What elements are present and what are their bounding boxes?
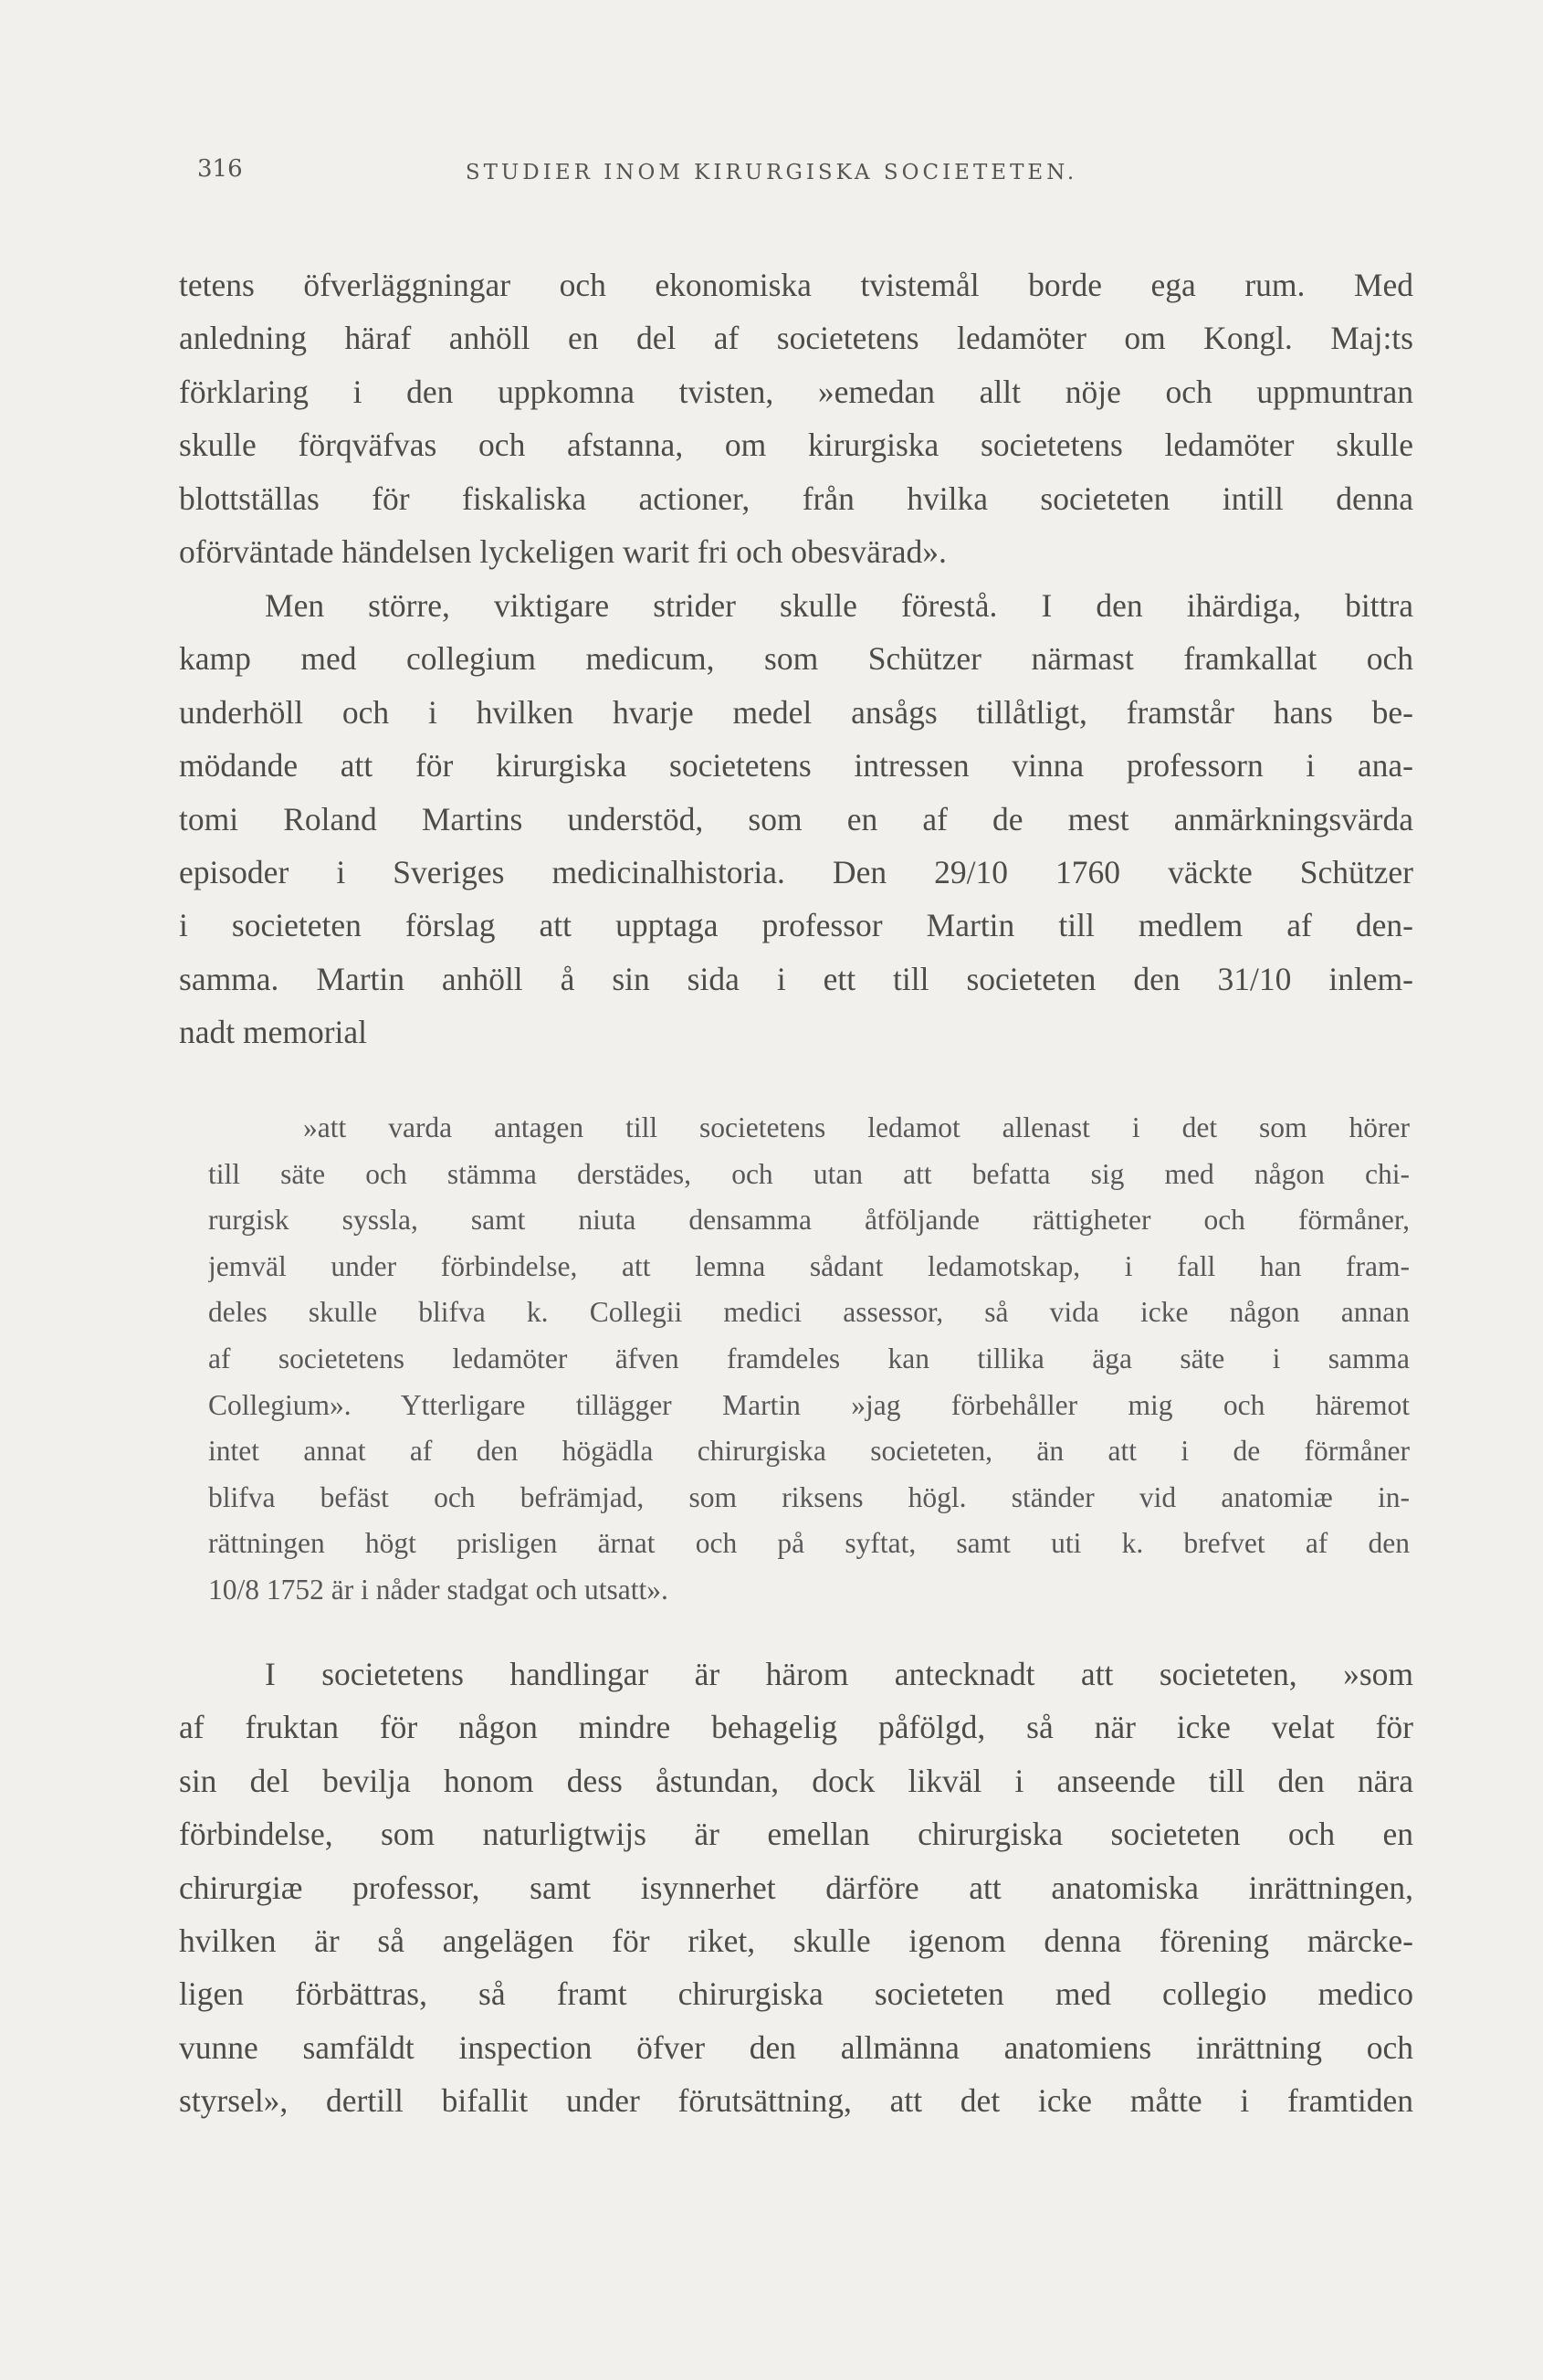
running-title: STUDIER INOM KIRURGISKA SOCIETETEN.: [465, 161, 1078, 184]
paragraph-1: [179, 258, 1413, 578]
quote-line: rättningen högt prisligen ärnat och på syftat, samt uti k. brefvet af den: [208, 1527, 1410, 1560]
quote-line: 10/8 1752 är i nåder stadgat och utsatt».: [208, 1573, 668, 1606]
text-line: skulle förqväfvas och afstanna, om kirurgiska societetens ledamöter skulle: [179, 427, 1413, 464]
block-quote: [208, 1105, 1410, 1614]
paragraph-3: [179, 1648, 1413, 2128]
paragraph-2: [179, 579, 1413, 1059]
text-line: chirurgiæ professor, samt isynnerhet därföre att anatomiska inrättningen,: [179, 1869, 1413, 1906]
quote-line: »att varda antagen till societetens ledamot allenast i det som hörer: [303, 1111, 1410, 1143]
text-line: samma. Martin anhöll å sin sida i ett till societeten den 31/10 inlem-: [179, 960, 1413, 997]
text-line: underhöll och i hvilken hvarje medel ansågs tillåtligt, framstår hans be-: [179, 693, 1413, 731]
text-line: ligen förbättras, så framt chirurgiska societeten med collegio medico: [179, 1975, 1413, 2013]
text-line: styrsel», dertill bifallit under förutsättning, att det icke måtte i framtiden: [179, 2082, 1413, 2120]
quote-line: af societetens ledamöter äfven framdeles kan tillika äga säte i samma: [208, 1342, 1410, 1374]
text-line: vunne samfäldt inspection öfver den allmänna anatomiens inrättning och: [179, 2028, 1413, 2066]
text-line: hvilken är så angelägen för riket, skulle igenom denna förening märcke-: [179, 1922, 1413, 1959]
quote-line: Collegium». Ytterligare tillägger Martin »jag förbehåller mig och häremot: [208, 1388, 1410, 1421]
text-line: kamp med collegium medicum, som Schützer närmast framkallat och: [179, 640, 1413, 678]
quote-line: intet annat af den högädla chirurgiska societeten, än att i de förmåner: [208, 1435, 1410, 1468]
text-line: tomi Roland Martins understöd, som en af de mest anmärkningsvärda: [179, 800, 1413, 837]
text-line: sin del bevilja honom dess åstundan, dock likväl i anseende till den nära: [179, 1762, 1413, 1799]
quote-line: till säte och stämma derstädes, och utan att befatta sig med någon chi-: [208, 1157, 1410, 1190]
quote-line: blifva befäst och befrämjad, som riksens högl. ständer vid anatomiæ in-: [208, 1480, 1410, 1513]
text-line: i societeten förslag att upptaga professor Martin till medlem af den-: [179, 907, 1413, 944]
text-line: anledning häraf anhöll en del af societetens ledamöter om Kongl. Maj:ts: [179, 320, 1413, 357]
text-line: af fruktan för någon mindre behagelig påfölgd, så när icke velat för: [179, 1709, 1413, 1746]
text-line: nadt memorial: [179, 1014, 368, 1051]
text-line: förbindelse, som naturligtwijs är emellan chirurgiska societeten och en: [179, 1816, 1413, 1853]
text-line: episoder i Sveriges medicinalhistoria. Den 29/10 1760 väckte Schützer: [179, 853, 1413, 890]
text-line: blottställas för fiskaliska actioner, från hvilka societeten intill denna: [179, 479, 1413, 517]
text-line: tetens öfverläggningar och ekonomiska tvistemål borde ega rum. Med: [179, 267, 1413, 303]
text-line: oförväntade händelsen lyckeligen warit fri och obesvärad».: [179, 532, 947, 570]
quote-line: deles skulle blifva k. Collegii medici assessor, så vida icke någon annan: [208, 1296, 1410, 1329]
quote-line: jemväl under förbindelse, att lemna sådant ledamotskap, i fall han fram-: [208, 1249, 1410, 1282]
text-line: I societetens handlingar är härom antecknadt att societeten, »som: [265, 1656, 1413, 1692]
text-line: mödande att för kirurgiska societetens intressen vinna professorn i ana-: [179, 747, 1413, 785]
text-line: Men större, viktigare strider skulle förestå. I den ihärdiga, bittra: [265, 587, 1413, 624]
text-line: förklaring i den uppkomna tvisten, »emedan allt nöje och uppmuntran: [179, 373, 1413, 410]
page-number: 316: [197, 155, 243, 183]
quote-line: rurgisk syssla, samt niuta densamma åtföljande rättigheter och förmåner,: [208, 1204, 1410, 1237]
